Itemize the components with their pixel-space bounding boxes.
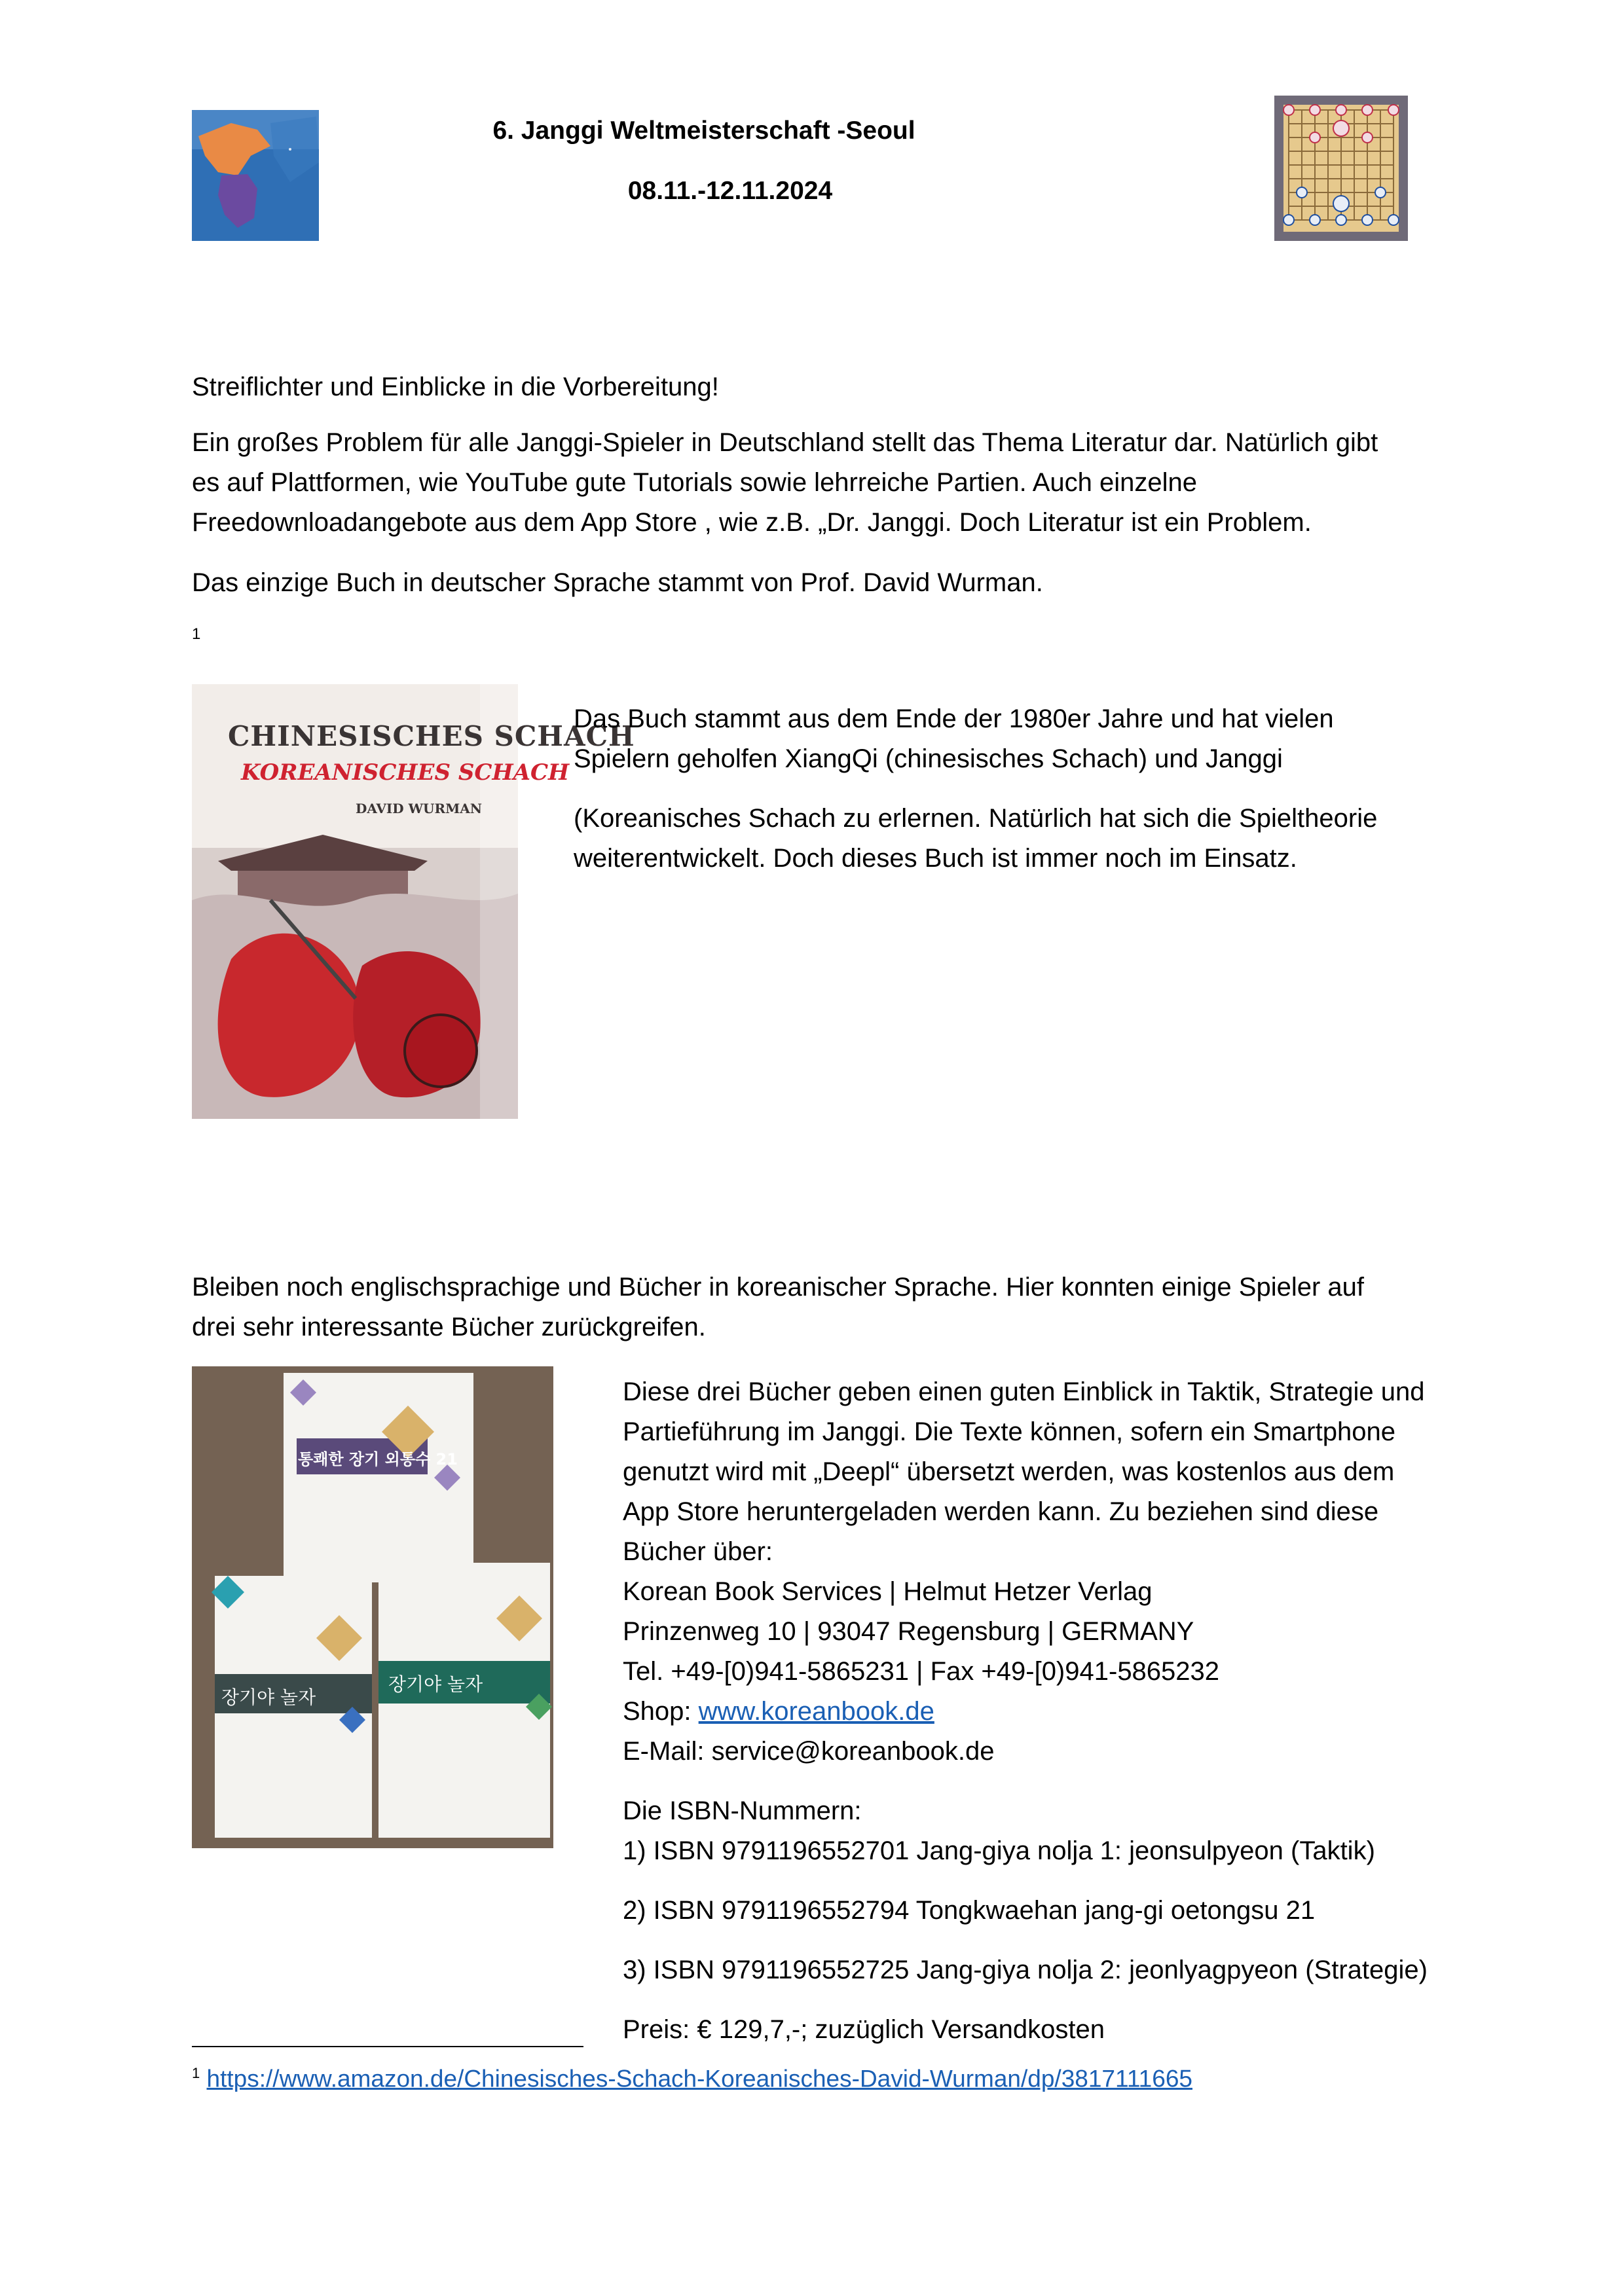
publisher-address: Prinzenweg 10 | 93047 Regensburg | GERMANY bbox=[623, 1617, 1194, 1646]
korea-map-image bbox=[192, 110, 319, 241]
cover-author: DAVID WURMAN bbox=[356, 801, 483, 816]
books3-description bbox=[623, 1372, 1428, 2050]
book1-line-1: Das Buch stammt aus dem Ende der 1980er Jahre und hat vielen bbox=[574, 704, 1334, 733]
isbn-heading: Die ISBN-Nummern: bbox=[623, 1796, 862, 1825]
janggi-board-image bbox=[1274, 96, 1408, 241]
shop-line bbox=[623, 1692, 1428, 1732]
intro-paragraph bbox=[192, 423, 1378, 543]
book1-line-4: weiterentwickelt. Doch dieses Buch ist immer noch im Einsatz. bbox=[574, 844, 1297, 873]
books3-line-1: Diese drei Bücher geben einen guten Einblick in Taktik, Strategie und bbox=[623, 1377, 1425, 1406]
section2-paragraph bbox=[192, 1267, 1364, 1347]
wurman-book-cover bbox=[192, 684, 635, 1119]
photo-cover-left-title: 장기야 놀자 bbox=[221, 1686, 316, 1708]
isbn-3: 3) ISBN 9791196552725 Jang-giya nolja 2: jeonlyagpyeon (Strategie) bbox=[623, 1956, 1428, 1984]
publisher-phone: Tel. +49-[0)941-5865231 | Fax +49-[0)941-5865232 bbox=[623, 1657, 1220, 1686]
cover-title-1: CHINESISCHES SCHACH bbox=[228, 720, 635, 752]
books3-line-4: App Store heruntergeladen werden kann. Zu beziehen sind diese bbox=[623, 1497, 1379, 1526]
cover-title-2: KOREANISCHES SCHACH bbox=[241, 759, 570, 786]
intro-heading: Streiflichter und Einblicke in die Vorbereitung! bbox=[192, 373, 719, 401]
photo-cover-top-title: 통쾌한 장기 외통수 21 bbox=[298, 1450, 458, 1468]
intro-line-1: Ein großes Problem für alle Janggi-Spieler in Deutschland stellt das Thema Literatur dar. Natürlich gibt bbox=[192, 428, 1378, 457]
event-dates: 08.11.-12.11.2024 bbox=[627, 177, 833, 205]
email-line: E-Mail: service@koreanbook.de bbox=[623, 1737, 995, 1766]
footnote-marker: 1 bbox=[192, 625, 201, 643]
footnote-number: 1 bbox=[192, 2065, 200, 2081]
intro-line-3: Freedownloadangebote aus dem App Store , wie z.B. „Dr. Janggi. Doch Literatur ist ein Problem. bbox=[192, 508, 1312, 537]
section2-line-1: Bleiben noch englischsprachige und Bücher in koreanischer Sprache. Hier konnten einige Spieler auf bbox=[192, 1273, 1364, 1302]
books3-line-3: genutzt wird mit „Deepl“ übersetzt werden, was kostenlos aus dem bbox=[623, 1457, 1395, 1486]
publisher-name: Korean Book Services | Helmut Hetzer Verlag bbox=[623, 1577, 1153, 1606]
book1-line-3: (Koreanisches Schach zu erlernen. Natürlich hat sich die Spieltheorie bbox=[574, 804, 1378, 833]
amazon-link[interactable]: https://www.amazon.de/Chinesisches-Schach-Koreanisches-David-Wurman/dp/3817111665 bbox=[206, 2065, 1192, 2092]
book1-line-2: Spielern geholfen XiangQi (chinesisches Schach) und Janggi bbox=[574, 744, 1283, 773]
footnote bbox=[192, 2057, 1192, 2095]
isbn-2: 2) ISBN 9791196552794 Tongkwaehan jang-gi oetongsu 21 bbox=[623, 1896, 1316, 1925]
book1-description bbox=[574, 699, 1377, 879]
books3-line-5: Bücher über: bbox=[623, 1537, 773, 1566]
books3-line-2: Partieführung im Janggi. Die Texte können, sofern ein Smartphone bbox=[623, 1417, 1395, 1446]
isbn-1: 1) ISBN 9791196552701 Jang-giya nolja 1: jeonsulpyeon (Taktik) bbox=[623, 1836, 1375, 1865]
shop-label: Shop: bbox=[623, 1697, 699, 1726]
price: Preis: € 129,7,-; zuzüglich Versandkosten bbox=[623, 2015, 1105, 2044]
german-book-note: Das einzige Buch in deutscher Sprache stammt von Prof. David Wurman. bbox=[192, 568, 1043, 597]
korean-books-photo bbox=[192, 1366, 553, 1848]
footnote-divider bbox=[192, 2046, 583, 2047]
section2-line-2: drei sehr interessante Bücher zurückgreifen. bbox=[192, 1313, 706, 1341]
page-title: 6. Janggi Weltmeisterschaft -Seoul bbox=[492, 117, 915, 145]
intro-line-2: es auf Plattformen, wie YouTube gute Tutorials sowie lehrreiche Partien. Auch einzelne bbox=[192, 468, 1197, 497]
shop-link[interactable]: www.koreanbook.de bbox=[698, 1697, 934, 1726]
photo-cover-right-title: 장기야 놀자 bbox=[388, 1673, 483, 1695]
